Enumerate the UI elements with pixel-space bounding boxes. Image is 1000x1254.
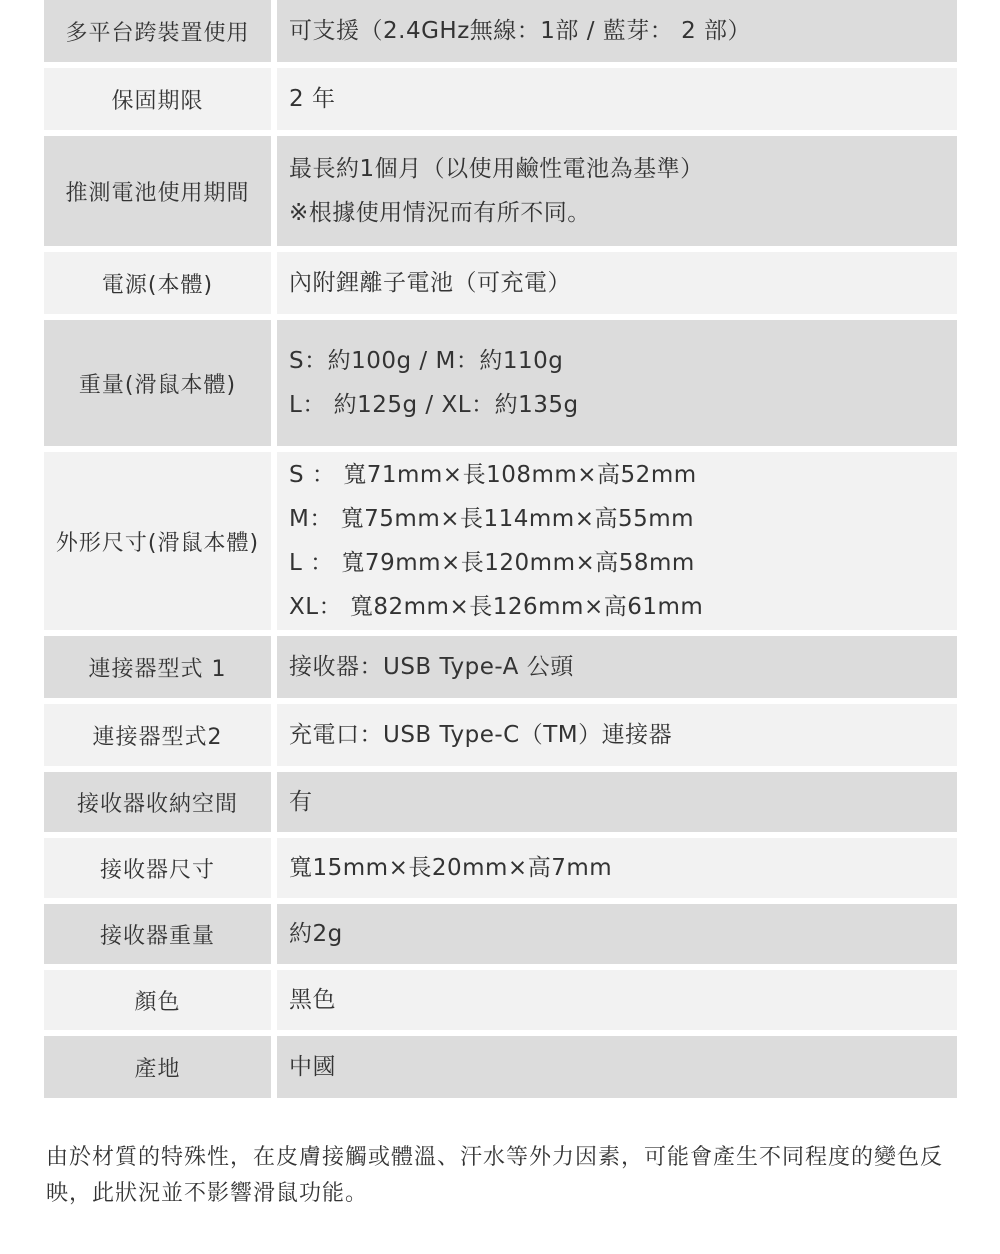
spec-value — [277, 904, 957, 964]
spec-row-color — [44, 970, 957, 1030]
spec-value-line: 中國 — [289, 1054, 336, 1080]
spec-value-line: 約2g — [289, 921, 343, 947]
spec-row-origin — [44, 1036, 957, 1098]
spec-value-line: 黑色 — [289, 987, 336, 1013]
spec-row-receiver-size — [44, 838, 957, 898]
spec-value — [277, 838, 957, 898]
spec-value-line: 2 年 — [289, 86, 336, 112]
spec-label: 推測電池使用期間 — [44, 136, 271, 246]
spec-table — [44, 0, 957, 1104]
spec-value-line: 內附鋰離子電池（可充電） — [289, 270, 571, 296]
spec-row-dimensions — [44, 452, 957, 630]
spec-row-weight — [44, 320, 957, 446]
spec-row-power — [44, 252, 957, 314]
spec-value — [277, 320, 957, 446]
spec-label: 接收器重量 — [44, 904, 271, 964]
spec-value — [277, 136, 957, 246]
spec-value-line: M： 寬75mm×長114mm×高55mm — [289, 506, 695, 532]
spec-row-receiver-weight — [44, 904, 957, 964]
spec-value-line: 接收器：USB Type-A 公頭 — [289, 654, 574, 680]
spec-label: 連接器型式2 — [44, 704, 271, 766]
spec-label: 多平台跨裝置使用 — [44, 0, 271, 62]
spec-value — [277, 68, 957, 130]
spec-value — [277, 252, 957, 314]
spec-value-line: S ： 寬71mm×長108mm×高52mm — [289, 462, 697, 488]
spec-value — [277, 0, 957, 62]
spec-label: 外形尺寸(滑鼠本體) — [44, 452, 271, 630]
spec-value — [277, 452, 957, 630]
spec-row-battery-life — [44, 136, 957, 246]
spec-value — [277, 636, 957, 698]
spec-label: 重量(滑鼠本體) — [44, 320, 271, 446]
spec-value — [277, 970, 957, 1030]
spec-row-connector-2 — [44, 704, 957, 766]
spec-label: 接收器收納空間 — [44, 772, 271, 832]
spec-label: 保固期限 — [44, 68, 271, 130]
spec-label: 顏色 — [44, 970, 271, 1030]
spec-row-connector-1 — [44, 636, 957, 698]
spec-value-line: 充電口：USB Type-C（TM）連接器 — [289, 722, 673, 748]
spec-value — [277, 704, 957, 766]
spec-value-line: S：約100g / M：約110g — [289, 348, 564, 374]
spec-value-line: 最長約1個月（以使用鹼性電池為基準） — [289, 156, 704, 182]
spec-value-line: L： 約125g / XL：約135g — [289, 392, 579, 418]
spec-value — [277, 1036, 957, 1098]
spec-row-receiver-storage — [44, 772, 957, 832]
spec-value-line: ※根據使用情況而有所不同。 — [289, 200, 591, 226]
spec-label: 連接器型式 1 — [44, 636, 271, 698]
spec-label: 產地 — [44, 1036, 271, 1098]
spec-row-warranty — [44, 68, 957, 130]
spec-value-line: 可支援（2.4GHz無線：1部 / 藍芽： 2 部） — [289, 18, 752, 44]
spec-value-line: L ： 寬79mm×長120mm×高58mm — [289, 550, 695, 576]
disclaimer-note: 由於材質的特殊性，在皮膚接觸或體溫、汗水等外力因素，可能會產生不同程度的變色反映，此狀況並不影響滑鼠功能。 — [46, 1145, 944, 1206]
spec-value-line: 寬15mm×長20mm×高7mm — [289, 855, 613, 881]
spec-value-line: XL： 寬82mm×長126mm×高61mm — [289, 594, 704, 620]
spec-label: 電源(本體) — [44, 252, 271, 314]
spec-value-line: 有 — [289, 789, 313, 815]
spec-value — [277, 772, 957, 832]
spec-row-multi-device — [44, 0, 957, 62]
spec-label: 接收器尺寸 — [44, 838, 271, 898]
